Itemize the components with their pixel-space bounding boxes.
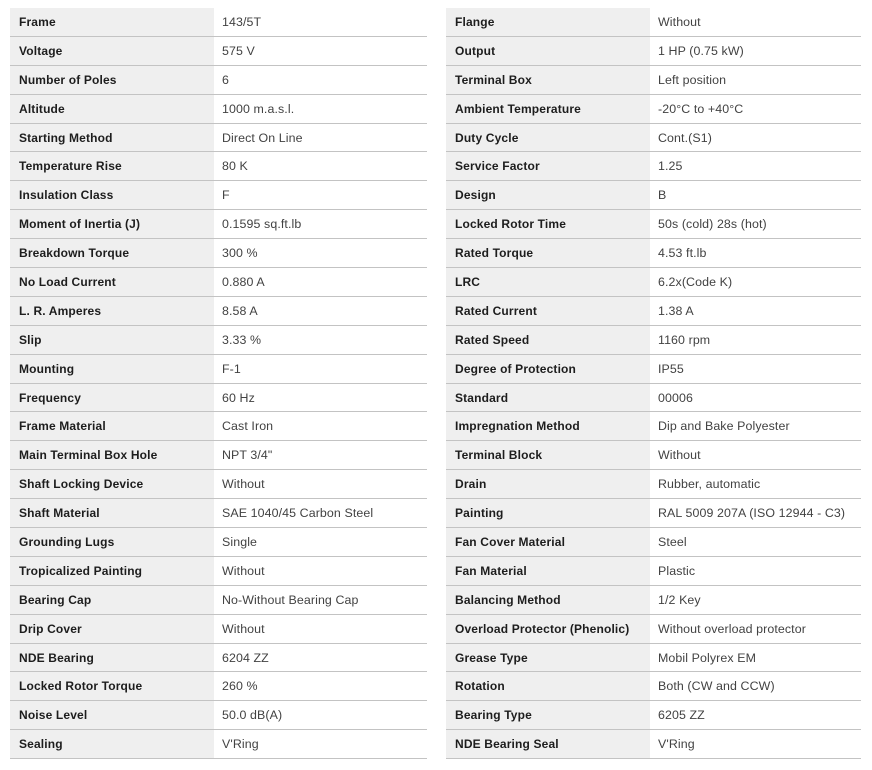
spec-table-right [446,8,861,759]
table-row [10,644,427,673]
table-row [10,37,427,66]
table-row [446,672,861,701]
table-row [446,557,861,586]
spec-value: NPT 3/4" [222,448,273,463]
table-row [10,268,427,297]
spec-label: Frequency [10,384,214,412]
spec-label: Altitude [10,95,214,123]
spec-value: F-1 [222,361,241,376]
spec-label: Tropicalized Painting [10,557,214,585]
spec-table-left [10,8,427,759]
spec-label: Frame Material [10,412,214,440]
spec-label: Painting [446,499,650,527]
spec-label: Sealing [10,730,214,758]
spec-value: 3.33 % [222,332,262,347]
table-row [446,470,861,499]
spec-label: L. R. Amperes [10,297,214,325]
spec-label: Flange [446,8,650,36]
spec-label: Mounting [10,355,214,383]
spec-label: Locked Rotor Time [446,210,650,238]
spec-label: Voltage [10,37,214,65]
spec-value: 8.58 A [222,303,258,318]
spec-label: Ambient Temperature [446,95,650,123]
spec-label: Duty Cycle [446,124,650,152]
spec-label: Balancing Method [446,586,650,614]
spec-label: Breakdown Torque [10,239,214,267]
spec-value: Direct On Line [222,130,303,145]
table-row [446,586,861,615]
spec-value: 6204 ZZ [222,650,269,665]
spec-label: Degree of Protection [446,355,650,383]
spec-value: Without [658,448,701,463]
table-row [446,181,861,210]
table-row [10,326,427,355]
spec-value: 60 Hz [222,390,255,405]
table-row [10,586,427,615]
spec-value: -20°C to +40°C [658,101,744,116]
table-row [10,210,427,239]
table-row [10,355,427,384]
spec-value: 4.53 ft.lb [658,246,707,261]
spec-value: Steel [658,534,687,549]
spec-value: 6205 ZZ [658,708,705,723]
spec-label: Main Terminal Box Hole [10,441,214,469]
spec-value: 1/2 Key [658,592,701,607]
table-row [446,326,861,355]
spec-label: Rated Torque [446,239,650,267]
table-row [10,181,427,210]
spec-label: Slip [10,326,214,354]
spec-label: NDE Bearing [10,644,214,672]
spec-label: Moment of Inertia (J) [10,210,214,238]
spec-label: Rated Speed [446,326,650,354]
table-row [446,66,861,95]
spec-label: Temperature Rise [10,152,214,180]
spec-value: Without overload protector [658,621,806,636]
spec-value: V'Ring [222,737,259,752]
spec-value: 1160 rpm [658,332,711,347]
table-row [446,152,861,181]
spec-label: Terminal Block [446,441,650,469]
table-row [10,152,427,181]
spec-label: Grounding Lugs [10,528,214,556]
table-row [10,701,427,730]
spec-label: Fan Cover Material [446,528,650,556]
table-row [446,37,861,66]
table-row [446,8,861,37]
spec-label: Frame [10,8,214,36]
spec-value: Cast Iron [222,419,274,434]
spec-value: Mobil Polyrex EM [658,650,756,665]
spec-label: Design [446,181,650,209]
spec-label: Shaft Material [10,499,214,527]
spec-value: Plastic [658,563,696,578]
table-row [10,528,427,557]
spec-label: Terminal Box [446,66,650,94]
table-row [446,441,861,470]
table-row [446,297,861,326]
spec-value: 0.1595 sq.ft.lb [222,217,302,232]
spec-value: Both (CW and CCW) [658,679,775,694]
spec-label: Drip Cover [10,615,214,643]
spec-label: Rotation [446,672,650,700]
spec-value: 00006 [658,390,693,405]
spec-value: B [658,188,667,203]
spec-value: 6 [222,72,229,87]
spec-label: No Load Current [10,268,214,296]
spec-value: No-Without Bearing Cap [222,592,359,607]
spec-label: Impregnation Method [446,412,650,440]
spec-label: Locked Rotor Torque [10,672,214,700]
spec-label: Drain [446,470,650,498]
spec-label: NDE Bearing Seal [446,730,650,758]
table-row [10,672,427,701]
spec-value: 300 % [222,246,258,261]
spec-value: IP55 [658,361,684,376]
spec-value: 1000 m.a.s.l. [222,101,295,116]
table-row [10,66,427,95]
table-row [10,730,427,759]
spec-value: Dip and Bake Polyester [658,419,790,434]
table-row [10,412,427,441]
table-row [10,124,427,153]
spec-value: 50s (cold) 28s (hot) [658,217,767,232]
spec-label: Fan Material [446,557,650,585]
spec-value: Without [222,621,265,636]
table-row [446,499,861,528]
spec-value: 260 % [222,679,258,694]
spec-value: Cont.(S1) [658,130,712,145]
spec-label: Number of Poles [10,66,214,94]
spec-label: Bearing Type [446,701,650,729]
table-row [446,124,861,153]
table-row [446,701,861,730]
spec-value: V'Ring [658,737,695,752]
spec-label: Bearing Cap [10,586,214,614]
spec-value: Left position [658,72,727,87]
spec-value: 50.0 dB(A) [222,708,283,723]
table-row [446,615,861,644]
table-row [10,384,427,413]
table-row [10,499,427,528]
table-row [10,95,427,124]
table-row [446,412,861,441]
spec-label: Starting Method [10,124,214,152]
spec-value: 6.2x(Code K) [658,274,733,289]
spec-label: Standard [446,384,650,412]
spec-label: Grease Type [446,644,650,672]
spec-value: F [222,188,230,203]
table-row [10,297,427,326]
spec-label: Rated Current [446,297,650,325]
table-row [446,355,861,384]
spec-value: Without [222,563,265,578]
spec-value: RAL 5009 207A (ISO 12944 - C3) [658,506,846,521]
spec-value: 143/5T [222,14,262,29]
table-row [10,8,427,37]
spec-label: LRC [446,268,650,296]
table-row [10,470,427,499]
spec-value: Rubber, automatic [658,477,761,492]
spec-label: Output [446,37,650,65]
spec-value: Single [222,534,258,549]
spec-label: Overload Protector (Phenolic) [446,615,650,643]
spec-value: 1 HP (0.75 kW) [658,43,744,58]
spec-label: Insulation Class [10,181,214,209]
spec-value: Without [658,14,701,29]
spec-value: 80 K [222,159,248,174]
spec-label: Shaft Locking Device [10,470,214,498]
table-row [446,528,861,557]
table-row [446,210,861,239]
table-row [446,644,861,673]
spec-value: 0.880 A [222,274,265,289]
spec-value: 1.38 A [658,303,694,318]
spec-value: SAE 1040/45 Carbon Steel [222,506,374,521]
table-row [446,730,861,759]
table-row [10,615,427,644]
table-row [446,239,861,268]
spec-value: Without [222,477,265,492]
table-row [446,384,861,413]
table-row [10,239,427,268]
table-row [446,268,861,297]
table-row [446,95,861,124]
table-row [10,557,427,586]
table-row [10,441,427,470]
spec-value: 575 V [222,43,255,58]
spec-label: Noise Level [10,701,214,729]
spec-label: Service Factor [446,152,650,180]
spec-value: 1.25 [658,159,683,174]
